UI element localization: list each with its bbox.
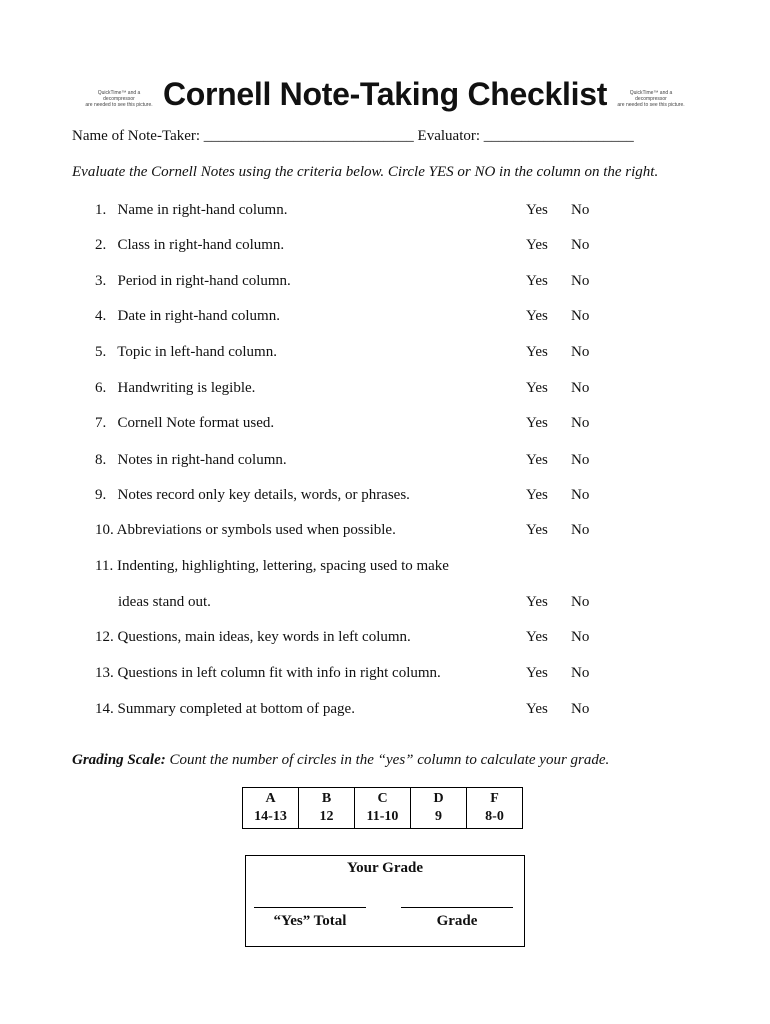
list-item: 4. Date in right-hand column. [95,308,280,324]
your-grade-box [245,855,525,947]
list-item: 3. Period in right-hand column. [95,273,291,289]
yes-option[interactable]: Yes [526,308,548,324]
yes-option[interactable]: Yes [526,380,548,396]
list-item-continuation: ideas stand out. [118,594,211,610]
placeholder-line: are needed to see this picture. [85,102,153,108]
grade-letter: D [433,791,444,806]
no-option[interactable]: No [571,487,590,503]
grade-letter: C [377,791,388,806]
list-item: 6. Handwriting is legible. [95,380,256,396]
no-option[interactable]: No [571,452,590,468]
grade-letter: F [490,791,499,806]
grading-scale-text [72,752,609,769]
grade-cell [411,788,467,829]
yes-total-line[interactable] [254,907,366,908]
no-option[interactable]: No [571,237,590,253]
grade-range: 8-0 [485,809,504,824]
list-item: 11. Indenting, highlighting, lettering, spacing used to make [95,558,449,574]
no-option[interactable]: No [571,522,590,538]
no-option[interactable]: No [571,629,590,645]
name-evaluator-line[interactable]: Name of Note-Taker: ____________________________ Evaluator: ____________________ [72,128,634,144]
your-grade-title: Your Grade [347,860,423,876]
yes-option[interactable]: Yes [526,487,548,503]
no-option[interactable]: No [571,344,590,360]
grade-letter: B [321,791,332,806]
placeholder-line: QuickTime™ and a [97,90,141,96]
no-option[interactable]: No [571,273,590,289]
yes-option[interactable]: Yes [526,273,548,289]
grading-scale-table [242,787,523,829]
list-item: 13. Questions in left column fit with info in right column. [95,665,441,681]
page-title: Cornell Note-Taking Checklist [162,76,608,112]
grade-cell [299,788,355,829]
yes-option[interactable]: Yes [526,629,548,645]
yes-option[interactable]: Yes [526,202,548,218]
grading-scale-instructions: Count the number of circles in the “yes” column to calculate your grade. [165,752,610,768]
no-option[interactable]: No [571,415,590,431]
yes-option[interactable]: Yes [526,415,548,431]
grade-range: 14-13 [254,809,287,824]
grade-range: 12 [319,809,334,824]
grade-range: 9 [435,809,442,824]
quicktime-placeholder-right [606,90,696,108]
list-item: 12. Questions, main ideas, key words in left column. [95,629,411,645]
no-option[interactable]: No [571,202,590,218]
no-option[interactable]: No [571,308,590,324]
list-item: 5. Topic in left-hand column. [95,344,277,360]
list-item: 9. Notes record only key details, words, or phrases. [95,487,410,503]
grading-scale-label: Grading Scale: [72,752,166,768]
list-item: 2. Class in right-hand column. [95,237,285,253]
yes-option[interactable]: Yes [526,701,548,717]
grade-line[interactable] [401,907,513,908]
no-option[interactable]: No [571,665,590,681]
list-item: 8. Notes in right-hand column. [95,452,287,468]
yes-total-label: “Yes” Total [273,913,347,929]
list-item: 10. Abbreviations or symbols used when possible. [95,522,396,538]
no-option[interactable]: No [571,594,590,610]
no-option[interactable]: No [571,701,590,717]
placeholder-line: are needed to see this picture. [617,102,685,108]
yes-option[interactable]: Yes [526,665,548,681]
yes-option[interactable]: Yes [526,344,548,360]
grade-cell [355,788,411,829]
grade-label: Grade [436,913,478,929]
list-item: 14. Summary completed at bottom of page. [95,701,355,717]
grade-cell [467,788,523,829]
no-option[interactable]: No [571,380,590,396]
yes-option[interactable]: Yes [526,237,548,253]
yes-option[interactable]: Yes [526,594,548,610]
placeholder-line: QuickTime™ and a [629,90,673,96]
grade-cell [243,788,299,829]
placeholder-line: decompressor [635,96,667,102]
instructions: Evaluate the Cornell Notes using the criteria below. Circle YES or NO in the column on the right. [72,164,659,180]
placeholder-line: decompressor [103,96,135,102]
yes-option[interactable]: Yes [526,452,548,468]
list-item: 1. Name in right-hand column. [95,202,288,218]
grade-letter: A [265,791,276,806]
list-item: 7. Cornell Note format used. [95,415,275,431]
yes-option[interactable]: Yes [526,522,548,538]
grade-range: 11-10 [366,809,399,824]
